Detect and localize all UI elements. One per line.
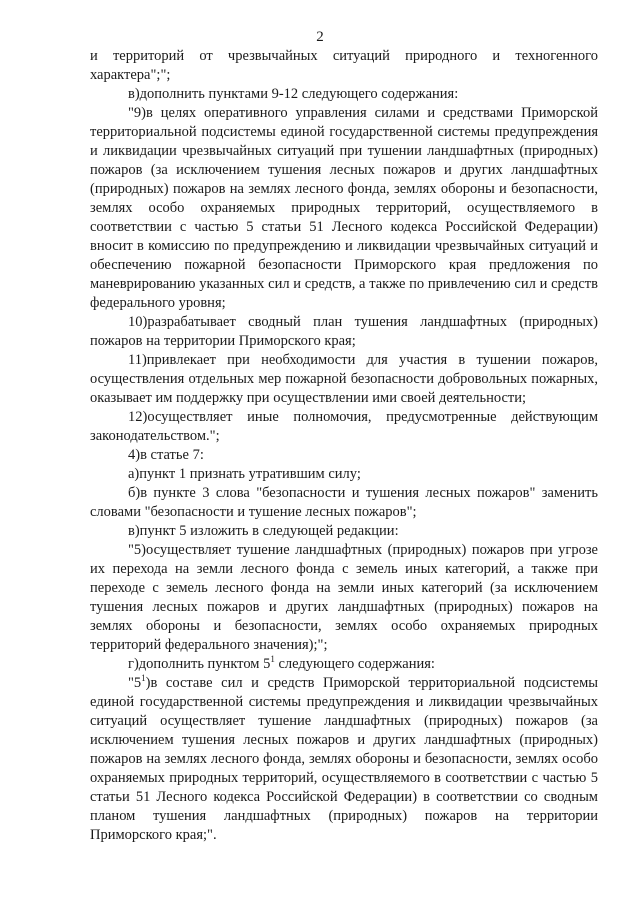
paragraph-item-4: 4)в статье 7: [128,447,204,463]
superscript: 1 [141,673,146,684]
paragraph-g-pre: г)дополнить пунктом 5 [128,656,271,672]
paragraph-continuation: и территорий от чрезвычайных ситуаций природного и техногенного характера";"; [90,48,598,83]
paragraph-item-10: 10)разрабатывает сводный план тушения ландшафтных (природных) пожаров на территории Приморского края; [90,314,598,349]
page-number: 2 [316,29,324,45]
paragraph-subitem-v: в)дополнить пунктами 9-12 следующего содержания: [128,86,459,102]
paragraph-item-5-1 [90,674,598,845]
paragraph-g-post: следующего содержания: [274,656,435,672]
paragraph-subitem-v2: в)пункт 5 изложить в следующей редакции: [128,523,399,539]
paragraph-5-1-pre: "5 [128,675,142,691]
paragraph-item-9: "9)в целях оперативного управления силами и средствами Приморской территориальной подсистемы единой государственной системы предупреждения и ликвидации чрезвычайных ситуаций при тушении ландшафтных (природных) пожаров (за исключением тушения лесных пожаров и других ландшафтных (природных) пожаров на землях лесного фонда, землях обороны и безопасности, землях особо охраняемых природных территорий, осуществляемого в соответствии с частью 5 статьи 51 Лесного кодекса Российской Федерации) вносит в комиссию по предупреждению и ликвидации чрезвычайных ситуаций и обеспечению пожарной безопасности Приморского края предложения по маневрированию указанных сил и средств, а также по привлечению сил и средств федерального уровня; [90,105,598,311]
paragraph-subitem-b: б)в пункте 3 слова "безопасности и тушения лесных пожаров" заменить словами "безопасности и тушение лесных пожаров"; [90,485,598,520]
document-body [90,47,598,845]
paragraph-new-item-5: "5)осуществляет тушение ландшафтных (природных) пожаров при угрозе их перехода на земли лесного фонда с земель иных категорий, а также при переходе с земель лесного фонда на земли иных категорий (за исключением тушения лесных пожаров и других ландшафтных (природных) пожаров на землях обороны и безопасности, землях особо охраняемых природных территорий федерального значения);"; [90,542,598,653]
paragraph-subitem-g [90,655,598,674]
paragraph-item-11: 11)привлекает при необходимости для участия в тушении пожаров, осуществления отдельных мер пожарной безопасности добровольных пожарных, оказывает им поддержку при осуществлении ими своей деятельности; [90,352,598,406]
paragraph-item-12: 12)осуществляет иные полномочия, предусмотренные действующим законодательством."; [90,409,598,444]
superscript: 1 [270,654,275,665]
paragraph-5-1-post: )в составе сил и средств Приморской территориальной подсистемы единой государственной системы предупреждения и ликвидации чрезвычайных ситуаций осуществляет тушение ландшафтных (природных) пожаров (за исключением тушения лесных пожаров и других ландшафтных (природных) пожаров на землях лесного фонда, землях обороны и безопасности, землях особо охраняемых природных территорий, осуществляемого в соответствии с частью 5 статьи 51 Лесного кодекса Российской Федерации) в соответствии со сводным планом тушения ландшафтных (природных) пожаров на территории Приморского края;". [90,675,598,843]
paragraph-subitem-a: а)пункт 1 признать утратившим силу; [128,466,361,482]
